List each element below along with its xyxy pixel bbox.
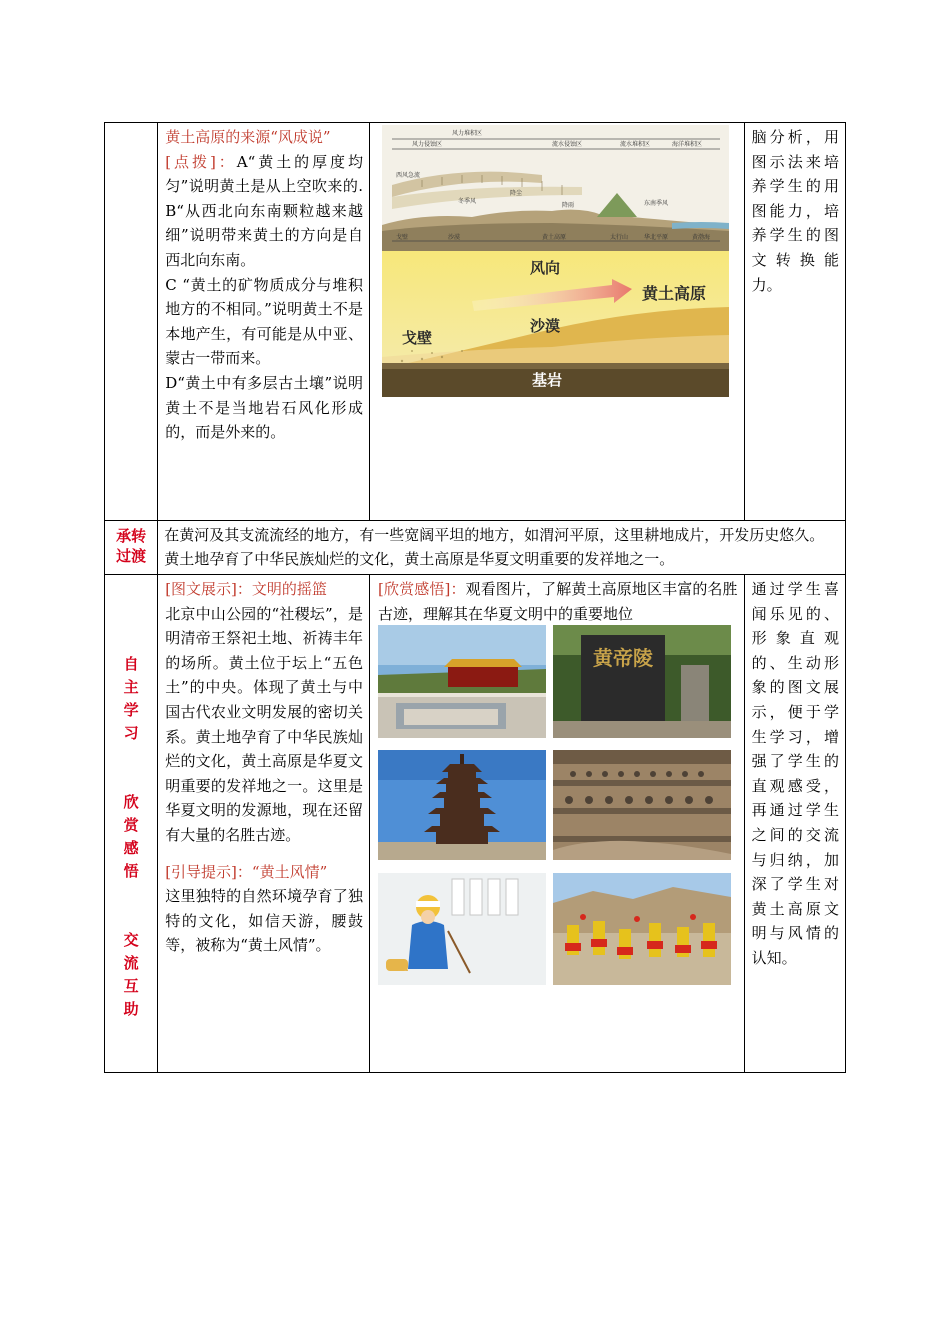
zone-label-1: 风力堆积区: [452, 130, 483, 137]
stage-b-2: 赏: [123, 816, 139, 834]
stage-c-2: 流: [123, 954, 139, 972]
stage-cell-civilization: [105, 575, 158, 1073]
place-taihang: 太行山: [610, 234, 629, 241]
photo-yaogu: [553, 873, 731, 985]
place-sea: 黄渤海: [692, 234, 711, 241]
place-desert: 沙漠: [448, 234, 461, 241]
stage-transition-1: 承转: [116, 527, 147, 545]
diag-label-dust: 降尘: [510, 190, 523, 197]
hint-text-d: D“黄土中有多层古土壤”说明黄土不是当地岩石风化形成的，而是外来的。: [165, 373, 364, 442]
row-loess-origin: [105, 123, 846, 521]
wind-label: 风向: [530, 259, 561, 277]
zone-label-2: 流水侵蚀区: [552, 141, 583, 148]
lesson-table: [104, 122, 846, 1073]
stage-c-3: 互: [123, 977, 139, 995]
row-transition: [105, 521, 846, 575]
photo-huangdiling: [553, 625, 731, 738]
stage-transition-2: 过渡: [116, 547, 147, 565]
stage-a-4: 习: [123, 724, 139, 742]
hint-text-c: C “黄土的矿物质成分与堆积地方的不相同。”说明黄土不是本地产生，有可能是从中亚、蒙古一带而来。: [165, 275, 364, 368]
diag-label-rain: 降雨: [562, 202, 575, 209]
transition-text: 在黄河及其支流流经的地方，有一些宽阔平坦的地方，如渭河平原，这里耕地成片，开发历史悠久。黄土地孕育了中华民族灿烂的文化，黄土高原是华夏文明重要的发祥地之一。: [164, 526, 825, 568]
loess-formation-diagram: [382, 125, 729, 251]
stage-a-2: 主: [123, 678, 139, 696]
figure-cell-civilization: [370, 575, 745, 1073]
stage-b-1: 欣: [123, 793, 139, 811]
stage-c-4: 助: [123, 1000, 139, 1018]
row-civilization: [105, 575, 846, 1073]
plateau-label: 黄土高原: [642, 284, 707, 303]
appreciate-text: 观看图片，了解黄土高原地区丰富的名胜古迹，理解其在华夏文明中的重要地位: [378, 580, 738, 623]
place-huabei: 华北平原: [644, 234, 669, 241]
hint-text-a: A“黄土的厚度均匀”说明黄土是从上空吹来的. B“从西北向东南颗粒越来越细”说明带来黄土的方向是自西北向东南。: [165, 152, 364, 269]
appreciate-label: [欣赏感悟]：: [378, 580, 466, 598]
remark-civilization: 通过学生喜闻乐见的、形象直观的、生动形象的图文展示，便于学生学习，增强了学生的直观感受，再通过学生之间的交流与归纳，加深了学生对黄土高原文明与风情的认知。: [751, 580, 839, 967]
desert-label: 沙漠: [530, 317, 561, 335]
stage-cell-empty: [105, 123, 158, 521]
tomb-text: 黄帝陵: [593, 646, 654, 670]
photo-pagoda: [378, 750, 546, 860]
place-plateau: 黄土高原: [542, 234, 567, 241]
photo-shejitan: [378, 625, 546, 738]
guide-text: 这里独特的自然环境孕育了独特的文化，如信天游，腰鼓等，被称为“黄土风情”。: [165, 887, 364, 955]
hint-label: [点拨]：: [165, 152, 237, 171]
transition-text-cell: [158, 521, 846, 575]
zone-label-0: 风力侵蚀区: [412, 141, 443, 148]
stage-a-1: 自: [123, 655, 139, 673]
bedrock-label: 基岩: [532, 371, 563, 389]
wind-direction-diagram: [382, 251, 729, 397]
stage-cell-transition: [105, 521, 158, 575]
diag-label-winter: 冬季风: [458, 198, 477, 205]
photo-cartoon: [378, 873, 546, 985]
origin-title: 黄土高原的来源“风成说”: [165, 128, 331, 146]
remark-cell-origin: [744, 123, 845, 521]
content-cell-civilization: [158, 575, 370, 1073]
zone-label-3: 流水堆积区: [620, 141, 651, 148]
content-cell-origin: [158, 123, 370, 521]
photo-terracotta: [553, 750, 731, 860]
show-label: [图文展示]：文明的摇篮: [165, 580, 327, 598]
stage-b-3: 感: [123, 839, 139, 857]
stage-a-3: 学: [123, 701, 139, 719]
show-text: 北京中山公园的“社稷坛”，是明清帝王祭祀土地、祈祷丰年的场所。黄土位于坛上“五色土”的中央。体现了黄土与中国古代农业文明发展的密切关系。黄土地孕育了中华民族灿烂的文化，黄土高原是华夏文明重要的发祥地之一。这里是华夏文明的发源地，现在还留有大量的名胜古迹。: [165, 604, 364, 844]
guide-label: [引导提示]：“黄土风情”: [165, 862, 328, 881]
place-gobi: 戈壁: [396, 234, 409, 241]
zone-label-4: 海洋堆积区: [672, 141, 703, 148]
diag-label-monsoon: 东南季风: [644, 200, 669, 207]
remark-origin: 脑分析，用图示法来培养学生的用图能力，培养学生的图文转换能力。: [751, 128, 839, 294]
gobi-label: 戈壁: [402, 329, 433, 347]
diag-label-westerly: 西风急流: [396, 172, 421, 179]
figure-cell-origin: [370, 123, 745, 521]
stage-b-4: 悟: [123, 862, 139, 880]
stage-c-1: 交: [123, 931, 139, 949]
remark-cell-civilization: [744, 575, 845, 1073]
